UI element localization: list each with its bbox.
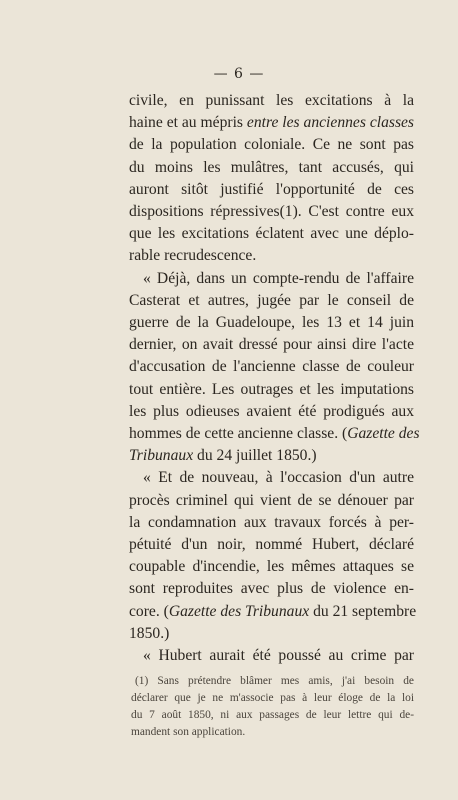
text-line (129, 445, 414, 467)
line-text: déclarer que je ne m'associe pas à leur éloge de la loi (131, 692, 414, 705)
text-line (129, 601, 417, 623)
line-text-after: du 21 septembre (309, 602, 417, 620)
line-text: du 7 août 1850, ni aux passages de leur lettre qui de- (131, 709, 414, 722)
line-text: mandent son application. (131, 726, 246, 739)
line-text: que les excitations éclatent avec une déplo- (129, 225, 414, 243)
text-line (129, 290, 414, 312)
italic-citation: Gazette des Tribunaux (168, 602, 310, 620)
text-line (129, 245, 414, 267)
line-text: de la population coloniale. Ce ne sont pas (129, 136, 414, 154)
footnote-block (131, 673, 414, 741)
text-line (129, 90, 414, 112)
italic-citation: Gazette des (347, 425, 420, 443)
text-line (129, 645, 414, 667)
line-text-after: du 24 juillet 1850.) (193, 447, 317, 465)
text-line (129, 179, 414, 201)
line-text: 1850.) (129, 624, 170, 642)
line-text: haine et au mépris (129, 114, 247, 132)
text-line (129, 423, 420, 445)
line-text: (1) Sans prétendre blâmer mes amis, j'ai besoin de (135, 675, 414, 688)
line-text: civile, en punissant les excitations à la (129, 92, 414, 109)
text-line (129, 578, 414, 600)
text-line (129, 201, 414, 223)
text-line (129, 512, 414, 534)
main-text-block (129, 90, 420, 667)
line-text: sont reproduites avec plus de violence en- (129, 580, 414, 598)
line-text: les plus odieuses avaient été prodigués aux (129, 402, 414, 420)
line-text: coupable d'incendie, les mêmes attaques se (129, 558, 414, 576)
text-line (129, 268, 414, 290)
line-text: core. ( (129, 602, 169, 620)
line-text: auront sitôt justifié l'opportunité de ces (129, 180, 414, 198)
footnote-line (131, 707, 414, 724)
text-line (129, 623, 414, 645)
line-text: « Hubert aurait été poussé au crime par (143, 647, 414, 665)
text-line (129, 379, 414, 401)
line-text: procès criminel qui vient de se dénouer par (129, 491, 414, 509)
line-text: Casterat et autres, jugée par le conseil de (129, 291, 414, 309)
text-line (129, 112, 414, 134)
text-line (129, 334, 414, 356)
line-text: « Déjà, dans un compte-rendu de l'affaire (143, 269, 414, 287)
text-line (129, 401, 414, 423)
text-line (129, 356, 414, 378)
page-number: — 6 — (213, 66, 265, 82)
line-text: hommes de cette ancienne classe. ( (129, 425, 348, 443)
text-line (129, 467, 414, 489)
text-line (129, 534, 414, 556)
footnote-line (131, 690, 414, 707)
text-line (129, 134, 414, 156)
text-line (129, 157, 414, 179)
line-text: d'accusation de l'ancienne classe de couleur (129, 358, 414, 376)
line-text: guerre de la Guadeloupe, les 13 et 14 juin (129, 314, 414, 332)
line-text: pétuité d'un noir, nommé Hubert, déclaré (129, 536, 414, 554)
line-text: la condamnation aux travaux forcés à per- (129, 513, 414, 531)
text-line (129, 223, 414, 245)
line-text: dispositions répressives(1). C'est contre eux (129, 203, 414, 221)
line-text: du moins les mulâtres, tant accusés, qui (129, 158, 414, 176)
footnote-line (131, 724, 414, 741)
line-text: tout entière. Les outrages et les imputations (129, 380, 414, 398)
line-text: rable recrudescence. (129, 247, 257, 265)
italic-citation: Tribunaux (129, 447, 194, 465)
italic-citation: entre les anciennes classes (246, 114, 415, 132)
text-line (129, 556, 414, 578)
line-text: dernier, on avait dressé pour ainsi dire l'acte (129, 336, 414, 354)
text-line (129, 490, 414, 512)
line-text: « Et de nouveau, à l'occasion d'un autre (143, 469, 414, 487)
footnote-line (131, 673, 414, 690)
text-line (129, 312, 414, 334)
